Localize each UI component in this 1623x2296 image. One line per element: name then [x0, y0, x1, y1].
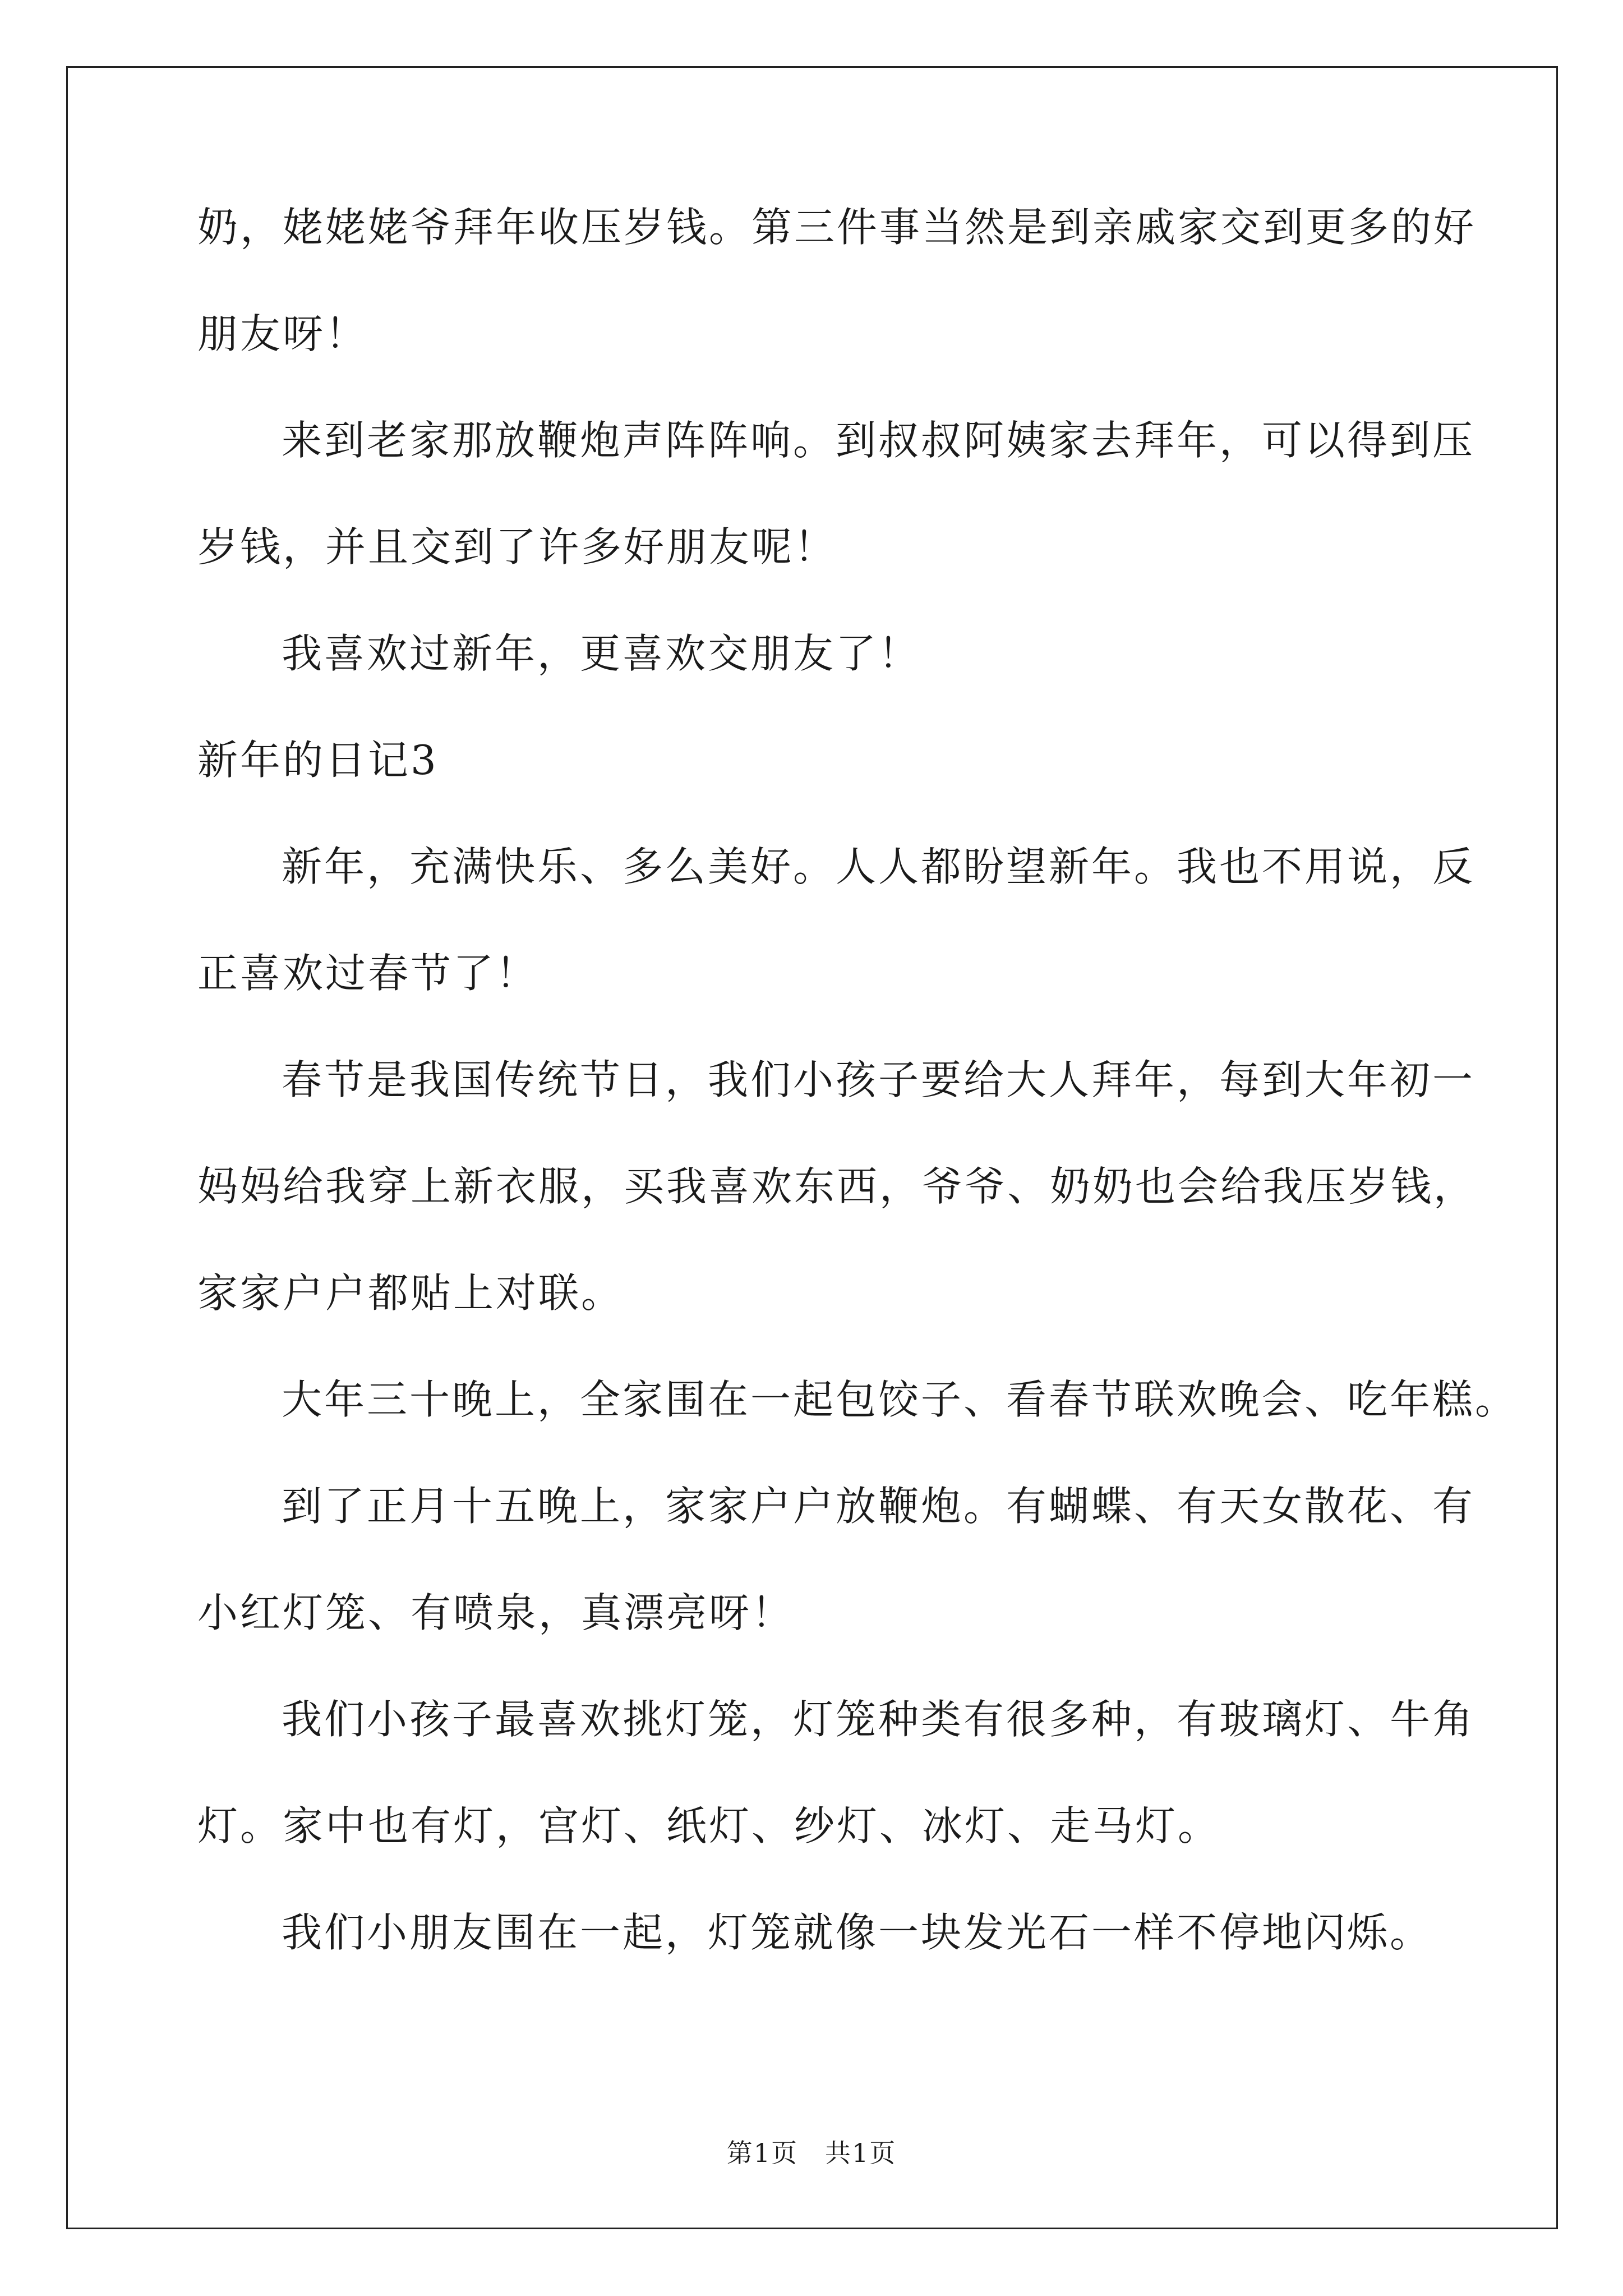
paragraph-start: 春节是我国传统节日，我们小孩子要给大人拜年，每到大年初一 — [282, 1056, 1476, 1103]
text-line: 妈妈给我穿上新衣服，买我喜欢东西，爷爷、奶奶也会给我压岁钱， — [197, 1163, 1477, 1210]
text-line: 正喜欢过春节了！ — [197, 950, 539, 997]
paragraph-start: 新年，充满快乐、多么美好。人人都盼望新年。我也不用说，反 — [282, 843, 1476, 890]
page-footer: 第1页 共1页 — [726, 2138, 897, 2168]
text-line: 灯。家中也有灯，宫灯、纸灯、纱灯、冰灯、走马灯。 — [197, 1802, 1221, 1849]
text-line: 家家户户都贴上对联。 — [197, 1269, 624, 1317]
section-heading: 新年的日记3 — [197, 737, 439, 784]
paragraph-start: 来到老家那放鞭炮声阵阵响。到叔叔阿姨家去拜年，可以得到压 — [282, 417, 1476, 464]
text-line: 朋友呀！ — [197, 310, 368, 357]
paragraph-start: 大年三十晚上，全家围在一起包饺子、看春节联欢晚会、吃年糕。 — [282, 1376, 1518, 1423]
text-line: 奶，姥姥姥爷拜年收压岁钱。第三件事当然是到亲戚家交到更多的好 — [197, 204, 1477, 251]
text-line: 小红灯笼、有喷泉，真漂亮呀！ — [197, 1589, 795, 1636]
text-line: 岁钱，并且交到了许多好朋友呢！ — [197, 523, 837, 570]
page-border — [66, 66, 1558, 2229]
paragraph-start: 我喜欢过新年，更喜欢交朋友了！ — [282, 630, 921, 677]
paragraph-start: 到了正月十五晚上，家家户户放鞭炮。有蝴蝶、有天女散花、有 — [282, 1483, 1476, 1530]
paragraph-start: 我们小孩子最喜欢挑灯笼，灯笼种类有很多种，有玻璃灯、牛角 — [282, 1696, 1476, 1743]
paragraph-start: 我们小朋友围在一起，灯笼就像一块发光石一样不停地闪烁。 — [282, 1909, 1433, 1956]
